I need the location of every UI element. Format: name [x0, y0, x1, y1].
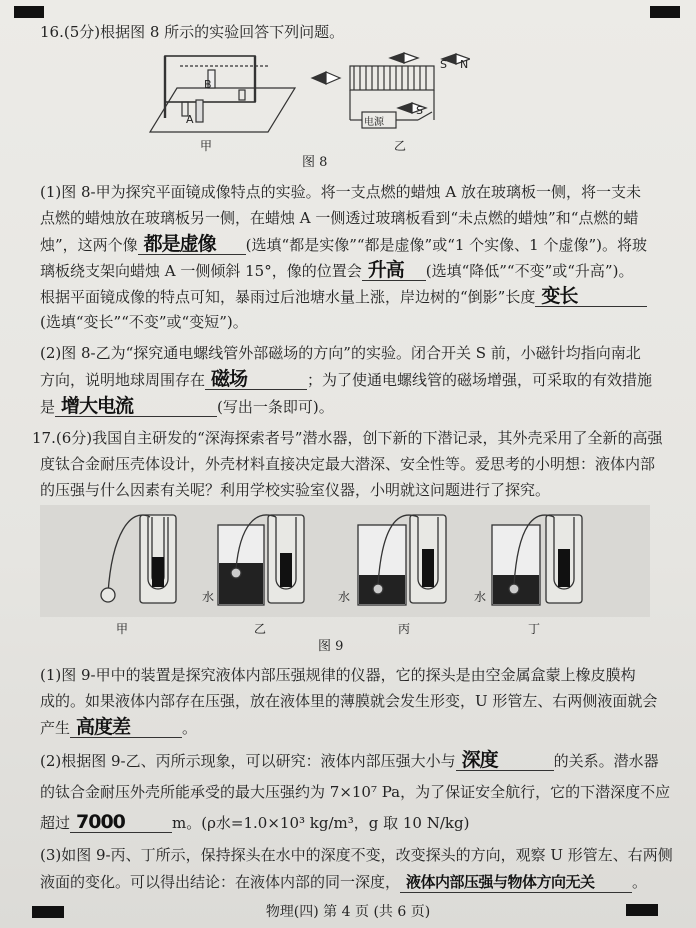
q16-p2-line2 — [40, 369, 652, 390]
q17-answer-depth: 深度 — [456, 750, 554, 771]
q16-p1-line5-pre: 根据平面镜成像的特点可知，暴雨过后池塘水量上涨，岸边树的“倒影”长度 — [40, 288, 536, 306]
figure-9-caption: 图 9 — [318, 639, 344, 654]
q17-line2: 度钛合金耐压壳体设计，外壳材料直接决定最大潜深、安全性等。爱思考的小明想：液体内部 — [40, 455, 656, 473]
q16-answer-longer: 变长 — [535, 286, 647, 307]
corner-mark-top-left — [14, 6, 44, 18]
q17-p3-line2-pre: 液面的变化。可以得出结论：在液体内部的同一深度， — [40, 873, 401, 891]
label-A: A — [186, 113, 194, 126]
q16-p1-line1: (1)图 8-甲为探究平面镜成像特点的实验。将一支点燃的蜡烛 A 放在玻璃板一侧，将一支未 — [40, 183, 641, 201]
label-B: B — [204, 78, 212, 91]
power-supply-label: 电源 — [364, 117, 384, 128]
q17-line3: 的压强与什么因素有关呢？利用学校实验室仪器，小明就这问题进行了探究。 — [40, 481, 551, 499]
q16-p1-line3 — [40, 234, 647, 255]
q17-answer-max-depth: 7000 — [70, 812, 172, 833]
q16-header: 16.(5分)根据图 8 所示的实验回答下列问题。 — [40, 23, 345, 41]
q16-p2-line3-post: (写出一条即可)。 — [217, 398, 334, 416]
q17-p3-line1: (3)如图 9-丙、丁所示，保持探头在水中的深度不变，改变探头的方向，观察 U 形管左、右两侧 — [40, 846, 673, 864]
q17-p1-line2: 成的。如果液体内部存在压强，放在液体里的薄膜就会发生形变，U 形管左、右两侧液面就会 — [40, 692, 658, 710]
label-N-compass: N — [460, 58, 469, 71]
q17-p2-line1-pre: (2)根据图 9-乙、丙所示现象，可以研究：液体内部压强大小与 — [40, 752, 456, 770]
q16-p1-line4 — [40, 260, 633, 281]
q17-p1-line1: (1)图 9-甲中的装置是探究液体内部压强规律的仪器，它的探头是由空金属盒蒙上橡皮膜构 — [40, 666, 636, 684]
q17-answer-conclusion: 液体内部压强与物体方向无关 — [400, 872, 632, 893]
q17-p3-line2-post: 。 — [632, 873, 648, 891]
q16-p2-line2-post: ；为了使通电螺线管的磁场增强，可采取的有效措施 — [307, 371, 653, 389]
q17-p2-line3 — [40, 812, 469, 833]
page-footer: 物理(四) 第 4 页 (共 6 页) — [265, 904, 431, 920]
q17-p2-line3-pre: 超过 — [40, 814, 71, 832]
water-label-yi: 水 — [202, 590, 215, 604]
q16-p2-line3 — [40, 396, 334, 417]
figure-9 — [40, 505, 650, 650]
figure-9-label-yi: 乙 — [254, 622, 267, 636]
q17-p2-line3-post: m。(ρ水=1.0×10³ kg/m³，g 取 10 N/kg) — [172, 814, 470, 832]
q17-p3-line2 — [40, 872, 647, 893]
q17-p1-line3 — [40, 717, 197, 738]
figure-8-jia-apparatus — [150, 56, 295, 132]
figure-9-ding-beaker — [492, 515, 582, 605]
figure-9-bing-beaker — [358, 515, 446, 605]
q16-answer-increase-current: 增大电流 — [55, 396, 217, 417]
q17-p2-line1 — [40, 750, 659, 771]
q16-p1-line5 — [40, 286, 647, 307]
figure-8-yi-label: 乙 — [394, 139, 407, 153]
q16-p2-line1: (2)图 8-乙为“探究通电螺线管外部磁场的方向”的实验。闭合开关 S 前，小磁针均指向南北 — [40, 344, 641, 362]
figure-9-yi-beaker — [218, 515, 304, 605]
q16-p2-line2-pre: 方向，说明地球周围存在 — [40, 371, 206, 389]
q17-p1-line3-post: 。 — [182, 719, 198, 737]
q17-answer-height-difference: 高度差 — [70, 717, 182, 738]
label-S-switch: S — [416, 104, 423, 117]
q16-answer-rise: 升高 — [362, 260, 426, 281]
q16-p1-line3-pre: 烛”，这两个像 — [40, 236, 138, 254]
figure-9-label-jia: 甲 — [116, 622, 129, 636]
q16-p1-line6: (选填“变长”“不变”或“变短”)。 — [40, 313, 248, 331]
figure-9-label-bing: 丙 — [398, 622, 411, 636]
q16-p1-line2: 点燃的蜡烛放在玻璃板另一侧，在蜡烛 A 一侧透过玻璃板看到“未点燃的蜡烛”和“点燃的蜡 — [40, 209, 639, 227]
figure-8 — [140, 40, 470, 165]
q17-p2-line1-post: 的关系。潜水器 — [553, 752, 659, 770]
q16-p1-line4-post: (选填“降低”“不变”或“升高”)。 — [425, 262, 634, 280]
q16-p2-line3-pre: 是 — [40, 398, 56, 416]
q17-p2-line2: 的钛合金耐压外壳所能承受的最大压强约为 7×10⁷ Pa，为了保证安全航行，它的下潜深度不应 — [40, 783, 671, 801]
q16-answer-magnetic-field: 磁场 — [205, 369, 307, 390]
q16-p1-line4-pre: 璃板绕支架向蜡烛 A 一侧倾斜 15°，像的位置会 — [40, 262, 362, 280]
water-label-ding: 水 — [474, 590, 487, 604]
figure-9-label-ding: 丁 — [528, 622, 541, 636]
water-label-bing: 水 — [338, 590, 351, 604]
q16-answer-virtual-images: 都是虚像 — [138, 234, 246, 255]
q16-p1-line3-post: (选填“都是实像”“都是虚像”或“1 个实像、1 个虚像”)。将玻 — [245, 236, 648, 254]
label-S-compass: S — [440, 58, 447, 71]
figure-8-caption: 图 8 — [302, 155, 328, 170]
figure-8-jia-label: 甲 — [200, 139, 213, 153]
q17-p1-line3-pre: 产生 — [40, 719, 71, 737]
q17-line1: 17.(6分)我国自主研发的“深海探索者号”潜水器，创下新的下潜记录，其外壳采用了全新的高强 — [32, 429, 663, 447]
corner-mark-top-right — [650, 6, 680, 18]
